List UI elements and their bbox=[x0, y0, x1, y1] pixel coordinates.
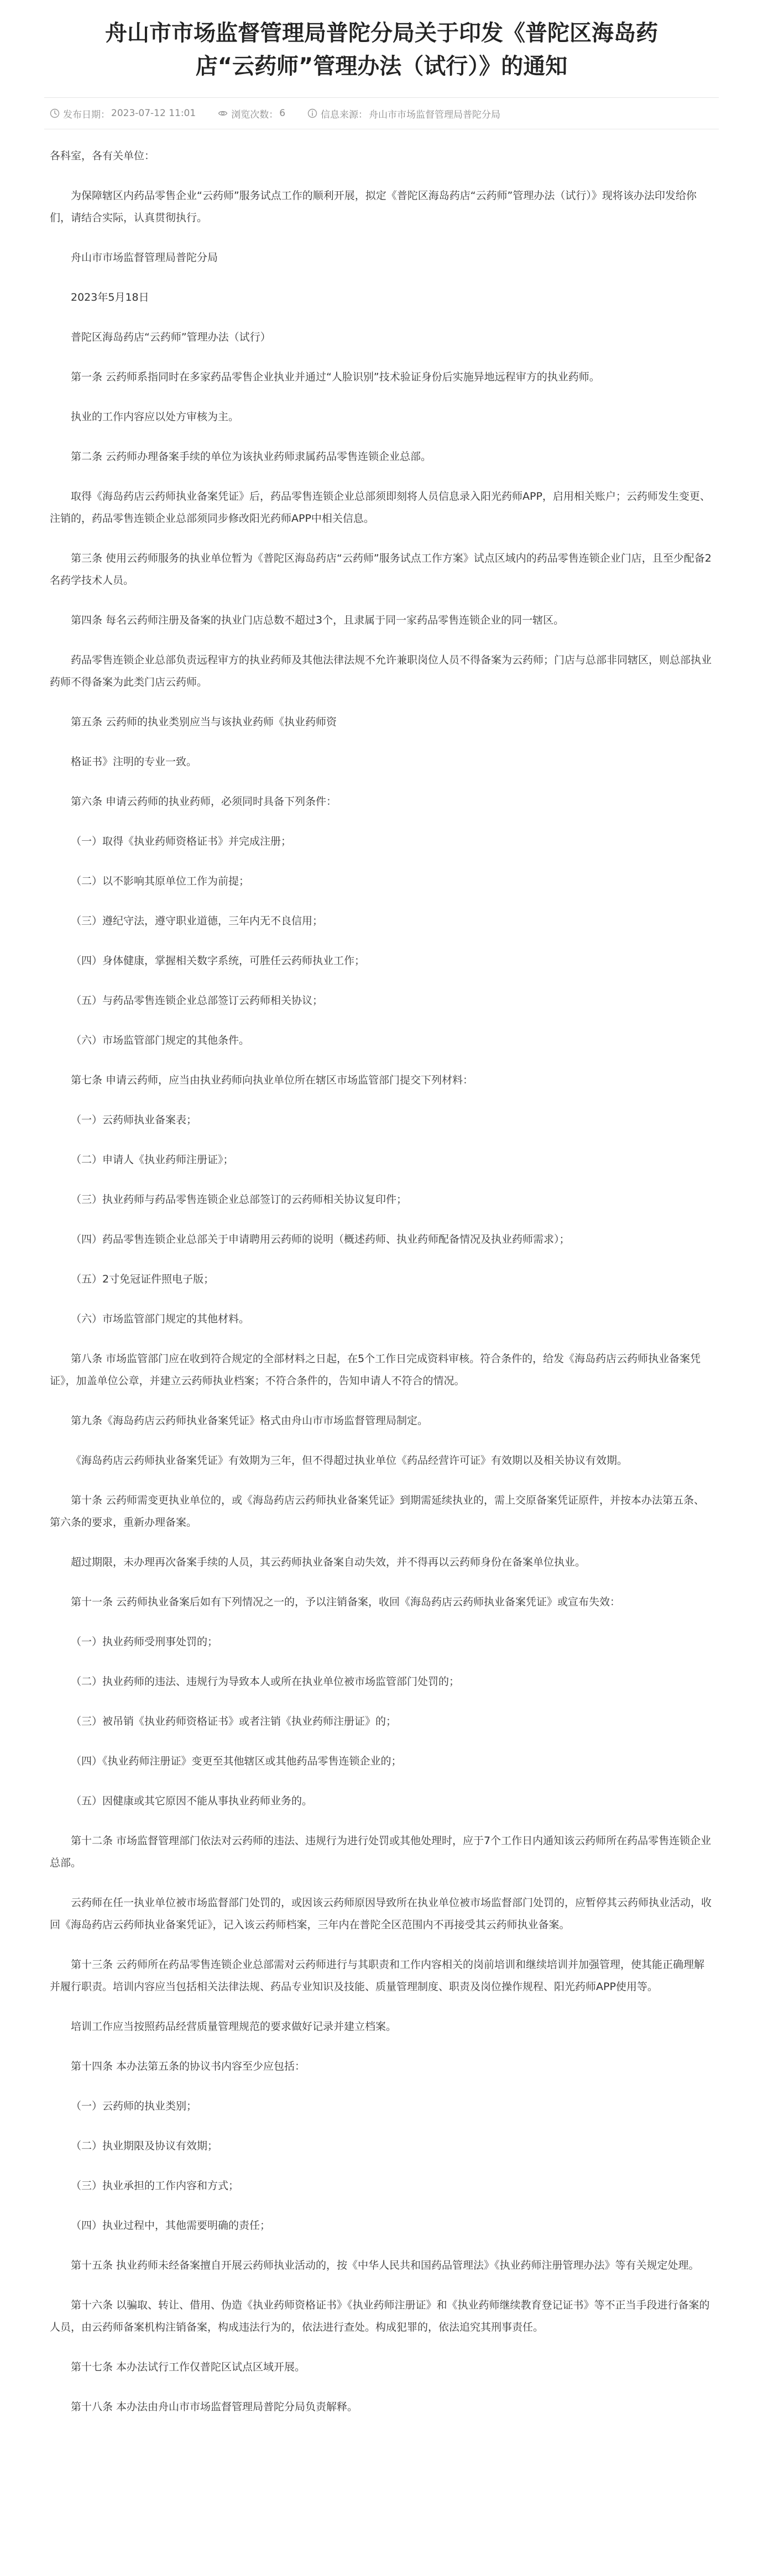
article-body bbox=[44, 129, 719, 2418]
body-paragraph: （六）市场监管部门规定的其他条件。 bbox=[71, 1034, 250, 1046]
body-paragraph: 第十二条 市场监督管理部门依法对云药师的违法、违规行为进行处罚或其他处理时，应于7个工作日内通知该云药师所在药品零售连锁企业总部。 bbox=[50, 1835, 712, 1869]
body-paragraph: 培训工作应当按照药品经营质量管理规范的要求做好记录并建立档案。 bbox=[71, 2020, 397, 2033]
body-paragraph: 第十五条 执业药师未经备案擅自开展云药师执业活动的，按《中华人民共和国药品管理法》《执业药师注册管理办法》等有关规定处理。 bbox=[71, 2259, 699, 2271]
body-paragraph: 第六条 申请云药师的执业药师，必须同时具备下列条件： bbox=[71, 795, 337, 808]
body-paragraph: 第十四条 本办法第五条的协议书内容至少应包括： bbox=[71, 2060, 306, 2072]
body-paragraph: 第七条 申请云药师，应当由执业药师向执业单位所在辖区市场监管部门提交下列材料： bbox=[71, 1074, 474, 1086]
article-title bbox=[44, 17, 719, 83]
body-paragraph: （四）《执业药师注册证》变更至其他辖区或其他药品零售连锁企业的； bbox=[71, 1755, 402, 1767]
body-paragraph: （一）取得《执业药师资格证书》并完成注册； bbox=[71, 835, 292, 847]
body-paragraph: 药品零售连锁企业总部负责远程审方的执业药师及其他法律法规不允许兼职岗位人员不得备案为云药师；门店与总部非同辖区，则总部执业药师不得备案为此类门店云药师。 bbox=[50, 654, 712, 688]
body-paragraph: （六）市场监管部门规定的其他材料。 bbox=[71, 1313, 250, 1325]
body-paragraph: 第四条 每名云药师注册及备案的执业门店总数不超过3个，且隶属于同一家药品零售连锁企业的同一辖区。 bbox=[71, 614, 565, 626]
salutation: 各科室，各有关单位： bbox=[50, 150, 155, 162]
body-paragraph: 超过期限，未办理再次备案手续的人员，其云药师执业备案自动失效，并不得再以云药师身份在备案单位执业。 bbox=[71, 1556, 586, 1568]
body-paragraph: 第五条 云药师的执业类别应当与该执业药师《执业药师资 bbox=[71, 716, 337, 728]
body-paragraph: 第一条 云药师系指同时在多家药品零售企业执业并通过“人脸识别”技术验证身份后实施异地远程审方的执业药师。 bbox=[71, 371, 600, 383]
body-paragraph: 云药师在任一执业单位被市场监督部门处罚的，或因该云药师原因导致所在执业单位被市场监督部门处罚的，应暂停其云药师执业活动，收回《海岛药店云药师执业备案凭证》，记入该云药师档案，三年内在普陀全区范围内不再接受其云药师执业备案。 bbox=[50, 1897, 712, 1931]
body-paragraph: （五）因健康或其它原因不能从事执业药师业务的。 bbox=[71, 1795, 313, 1807]
body-paragraph: （三）遵纪守法，遵守职业道德，三年内无不良信用； bbox=[71, 915, 323, 927]
body-paragraph: 执业的工作内容应以处方审核为主。 bbox=[71, 411, 239, 423]
clock-icon bbox=[50, 108, 60, 118]
eye-icon bbox=[218, 108, 228, 118]
views-label: 浏览次数： bbox=[231, 109, 279, 121]
source-icon bbox=[307, 108, 317, 118]
publish-date-item bbox=[50, 107, 196, 121]
publish-date-label: 发布日期： bbox=[63, 109, 110, 121]
body-paragraph: （一）云药师的执业类别； bbox=[71, 2100, 197, 2112]
body-paragraph: 格证书》注明的专业一致。 bbox=[71, 756, 197, 768]
body-paragraph: （二）申请人《执业药师注册证》； bbox=[71, 1154, 234, 1166]
body-paragraph: 为保障辖区内药品零售企业“云药师”服务试点工作的顺利开展，拟定《普陀区海岛药店“云药师”管理办法（试行）》现将该办法印发给你们，请结合实际，认真贯彻执行。 bbox=[50, 190, 697, 224]
body-paragraph: （五）与药品零售连锁企业总部签订云药师相关协议； bbox=[71, 994, 323, 1007]
views-item bbox=[218, 107, 285, 121]
article-title-line-2: 店“云药师”管理办法（试行）》的通知 bbox=[195, 54, 568, 79]
body-paragraph: 第十八条 本办法由舟山市市场监督管理局普陀分局负责解释。 bbox=[71, 2401, 358, 2413]
body-paragraph: （四）身体健康，掌握相关数字系统，可胜任云药师执业工作； bbox=[71, 955, 365, 967]
views-value: 6 bbox=[279, 108, 286, 119]
body-paragraph: （二）执业期限及协议有效期； bbox=[71, 2140, 218, 2152]
body-paragraph: （一）云药师执业备案表； bbox=[71, 1114, 197, 1126]
body-paragraph: （五）2寸免冠证件照电子版； bbox=[71, 1273, 215, 1285]
source-item bbox=[307, 107, 500, 121]
body-paragraph: （一）执业药师受刑事处罚的； bbox=[71, 1636, 218, 1648]
article-meta-bar bbox=[44, 97, 719, 129]
body-paragraph: 第十三条 云药师所在药品零售连锁企业总部需对云药师进行与其职责和工作内容相关的岗前培训和继续培训并加强管理，使其能正确理解并履行职责。培训内容应当包括相关法律法规、药品专业知识及技能、质量管理制度、职责及岗位操作规程、阳光药师APP使用等。 bbox=[50, 1959, 705, 1993]
body-paragraph: 第九条《海岛药店云药师执业备案凭证》格式由舟山市市场监督管理局制定。 bbox=[71, 1415, 428, 1427]
body-paragraph: 第十一条 云药师执业备案后如有下列情况之一的，予以注销备案，收回《海岛药店云药师执业备案凭证》或宣布失效： bbox=[71, 1596, 621, 1608]
body-paragraph: （三）执业承担的工作内容和方式； bbox=[71, 2180, 239, 2192]
body-paragraph: 第十六条 以骗取、转让、借用、伪造《执业药师资格证书》《执业药师注册证》和《执业药师继续教育登记证书》等不正当手段进行备案的人员，由云药师备案机构注销备案，构成违法行为的，依法进行查处。构成犯罪的，依法追究其刑事责任。 bbox=[50, 2299, 710, 2333]
body-paragraph: 《海岛药店云药师执业备案凭证》有效期为三年，但不得超过执业单位《药品经营许可证》有效期以及相关协议有效期。 bbox=[71, 1454, 628, 1467]
body-paragraph: 第十条 云药师需变更执业单位的，或《海岛药店云药师执业备案凭证》到期需延续执业的，需上交原备案凭证原件，并按本办法第五条、第六条的要求，重新办理备案。 bbox=[50, 1494, 705, 1528]
body-paragraph: 舟山市市场监督管理局普陀分局 bbox=[71, 252, 218, 264]
body-paragraph: （四）执业过程中，其他需要明确的责任； bbox=[71, 2219, 271, 2232]
source-value: 舟山市市场监督管理局普陀分局 bbox=[369, 109, 501, 121]
body-paragraph: （二）以不影响其原单位工作为前提； bbox=[71, 875, 250, 887]
article-page bbox=[44, 0, 719, 2418]
body-paragraph: 第三条 使用云药师服务的执业单位暂为《普陀区海岛药店“云药师”服务试点工作方案》试点区域内的药品零售连锁企业门店，且至少配备2名药学技术人员。 bbox=[50, 552, 712, 587]
body-paragraph: 第八条 市场监管部门应在收到符合规定的全部材料之日起，在5个工作日完成资料审核。符合条件的，给发《海岛药店云药师执业备案凭证》，加盖单位公章，并建立云药师执业档案；不符合条件的，告知申请人不符合的情况。 bbox=[50, 1353, 701, 1387]
body-paragraph: 第二条 云药师办理备案手续的单位为该执业药师隶属药品零售连锁企业总部。 bbox=[71, 451, 432, 463]
body-paragraph: 2023年5月18日 bbox=[71, 291, 149, 303]
body-paragraph: 第十七条 本办法试行工作仅普陀区试点区域开展。 bbox=[71, 2361, 306, 2373]
body-paragraph: 普陀区海岛药店“云药师”管理办法（试行） bbox=[71, 331, 271, 343]
article-title-line-1: 舟山市市场监督管理局普陀分局关于印发《普陀区海岛药 bbox=[105, 20, 658, 46]
body-paragraph: （三）被吊销《执业药师资格证书》或者注销《执业药师注册证》的； bbox=[71, 1715, 397, 1727]
publish-date-value: 2023-07-12 11:01 bbox=[111, 108, 196, 119]
body-paragraph: （四）药品零售连锁企业总部关于申请聘用云药师的说明（概述药师、执业药师配备情况及执业药师需求）； bbox=[71, 1233, 570, 1245]
body-paragraph: （二）执业药师的违法、违规行为导致本人或所在执业单位被市场监管部门处罚的； bbox=[71, 1676, 460, 1688]
body-paragraph: 取得《海岛药店云药师执业备案凭证》后，药品零售连锁企业总部须即刻将人员信息录入阳光药师APP，启用相关账户；云药师发生变更、注销的，药品零售连锁企业总部须同步修改阳光药师APP中相关信息。 bbox=[50, 490, 710, 525]
source-label: 信息来源： bbox=[321, 109, 368, 121]
body-paragraph: （三）执业药师与药品零售连锁企业总部签订的云药师相关协议复印件； bbox=[71, 1193, 407, 1206]
